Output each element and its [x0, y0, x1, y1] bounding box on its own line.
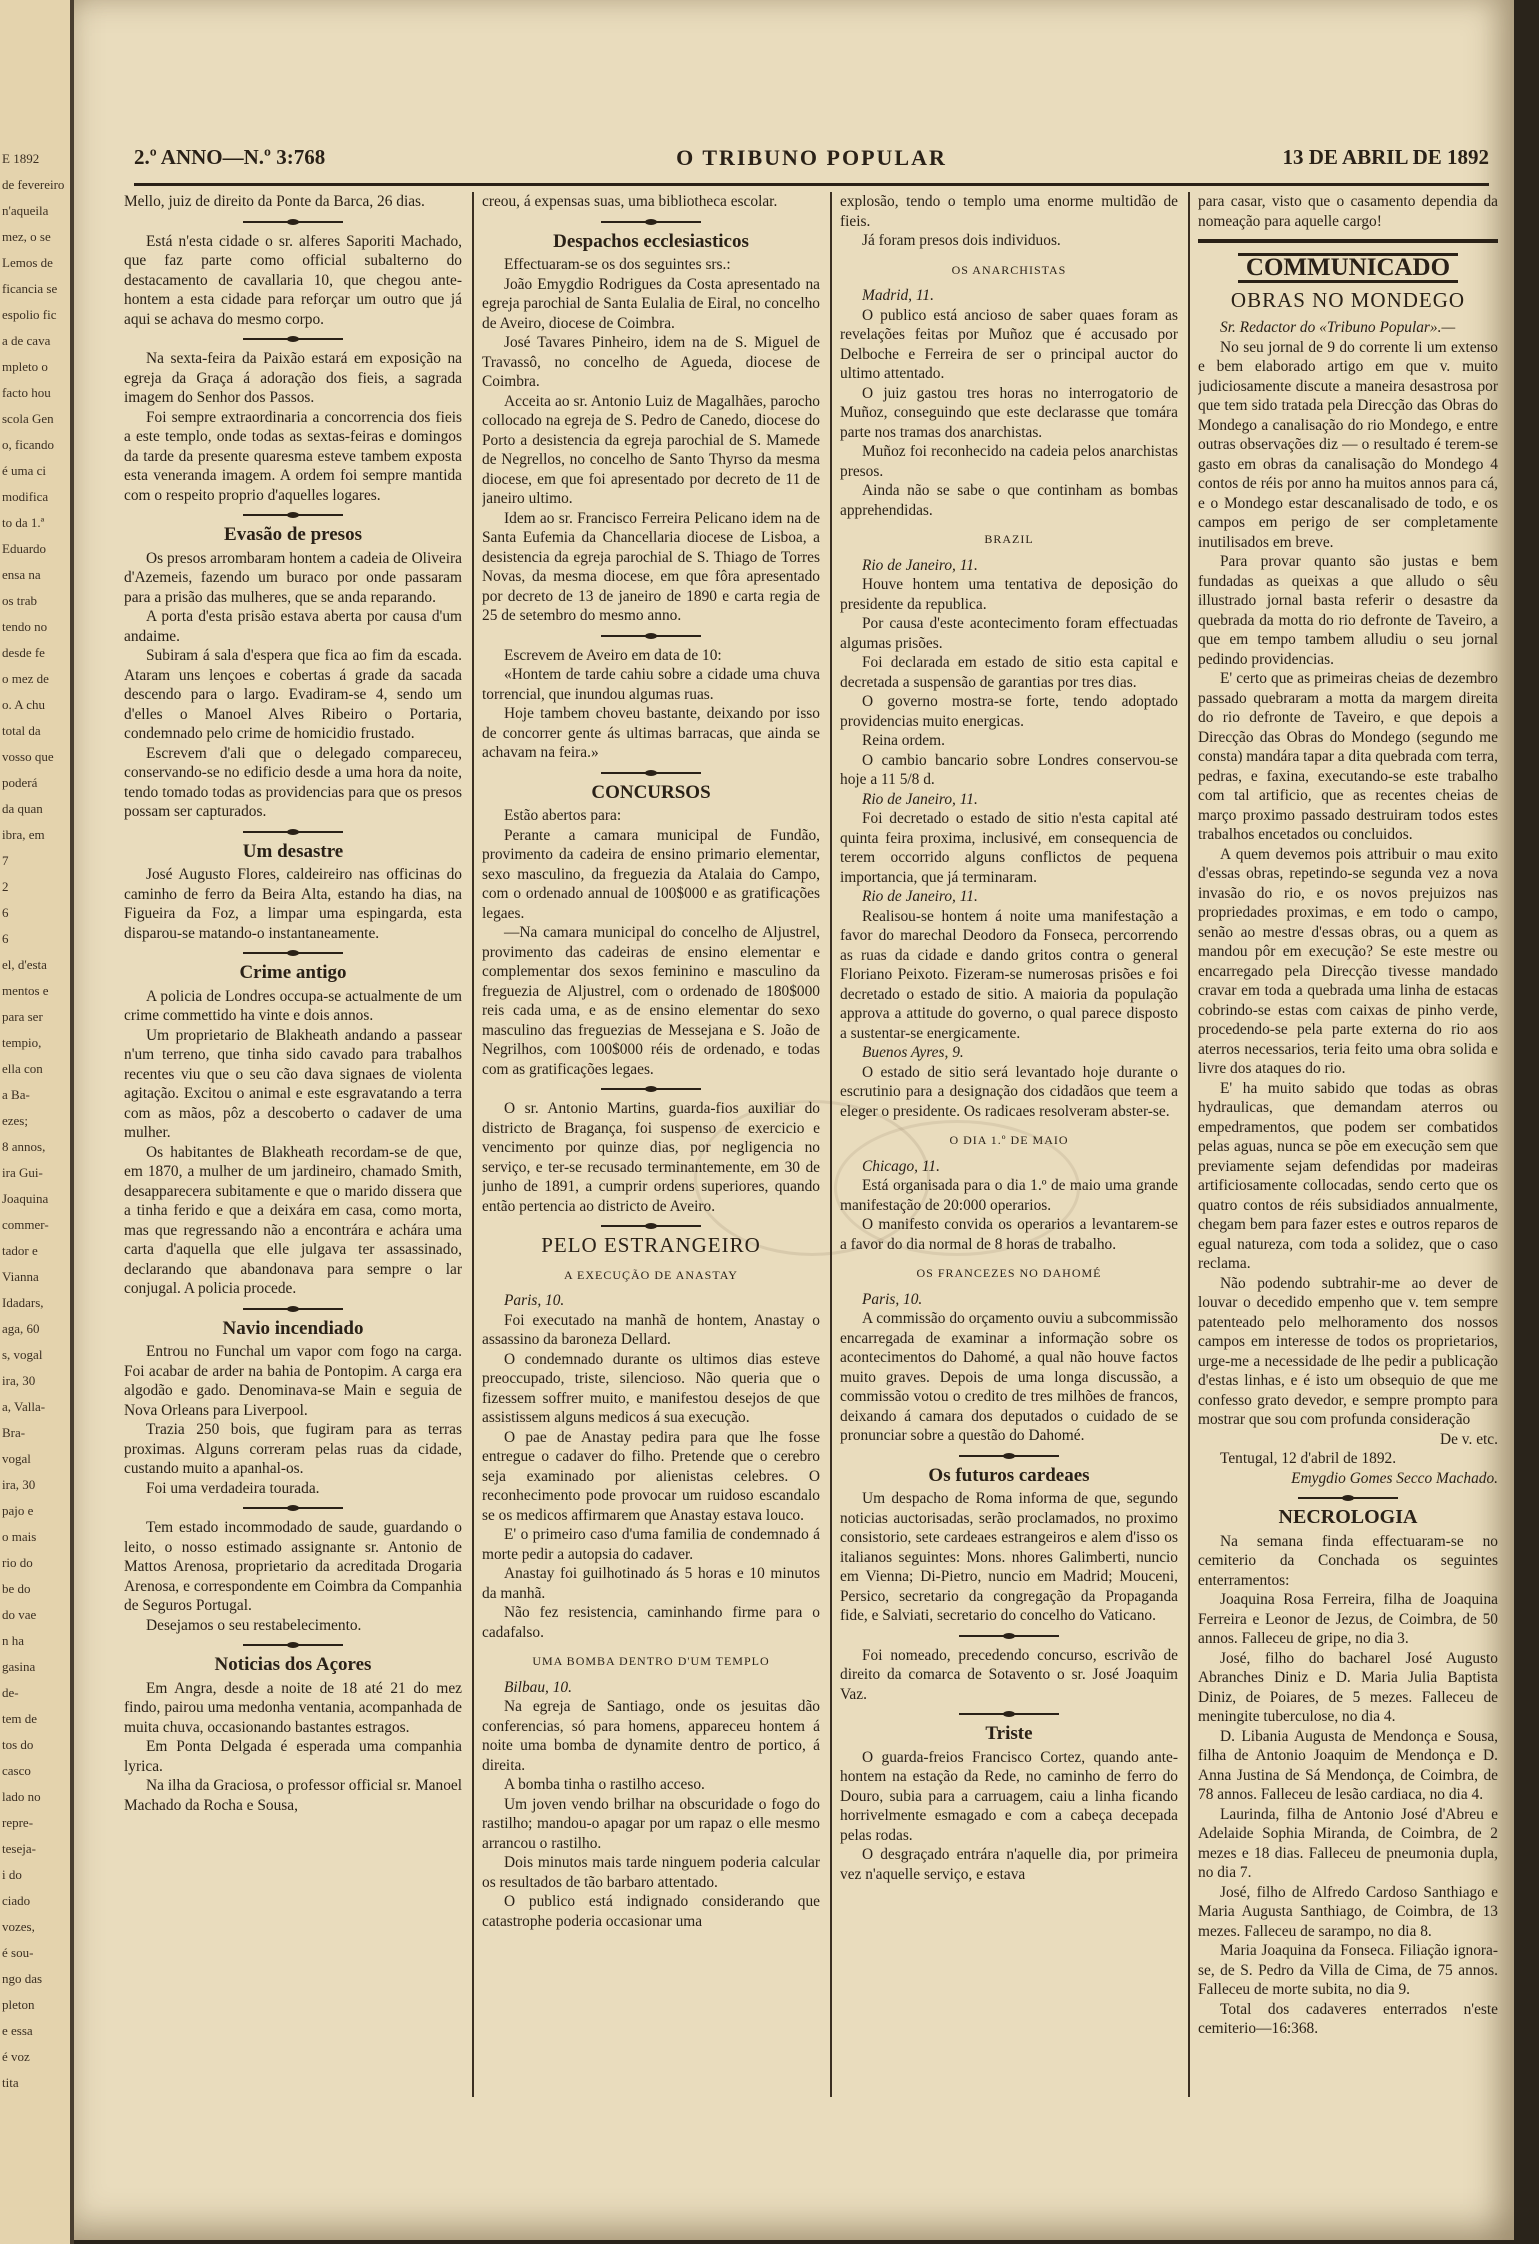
signature-name: Emygdio Gomes Secco Machado. [1291, 1469, 1498, 1487]
article-text: —Na camara municipal do concelho de Aljustrel, provimento das cadeiras de ensino elementar e complementar dos sexos feminino e masculino da freguezia de Aljustrel, com o ordenado de 180$000 reis cada uma, e as de ensino elementar do sexo masculino das freguezias de Messejana e S. João de Negrilhos, com 100$000 réis de ordenado, e todas com as gratificações legaes. [482, 924, 820, 1078]
margin-fragment: mez, o se [2, 229, 51, 244]
margin-fragment: tendo no [2, 619, 48, 634]
margin-fragment: de- [2, 1685, 19, 1700]
column-rule [472, 192, 474, 2097]
headline: Os futuros cardeaes [928, 1464, 1090, 1486]
section-heading: PELO ESTRANGEIRO [541, 1233, 761, 1257]
article-text: Por causa d'este acontecimento foram effectuadas algumas prisões. [840, 615, 1178, 652]
masthead [134, 145, 1489, 181]
margin-fragment: o mez de [2, 671, 49, 686]
margin-fragment: repre- [2, 1815, 34, 1830]
headline: Triste [985, 1723, 1033, 1744]
subheading: OS ANARCHISTAS [951, 262, 1067, 277]
article-text: Hoje tambem choveu bastante, deixando por isso de concorrer gente ás ultimas barracas, que ainda se achavam na feira.» [482, 705, 820, 761]
article-text: O guarda-freios Francisco Cortez, quando ante-hontem na estação da Rede, no caminho de ferro do Douro, subia para a carruagem, caiu a linha ficando horrivelmente esmagado e com a cabeça decepada pelas rodas. [840, 1748, 1178, 1844]
margin-fragment: Bra- [2, 1425, 26, 1440]
margin-fragment: o, ficando [2, 437, 54, 452]
article-text: José Tavares Pinheiro, idem na de S. Miguel de Travassô, no concelho de Agueda, diocese de Coimbra. [482, 334, 820, 390]
headline: Um desastre [242, 840, 344, 862]
article-text: O manifesto convida os operarios a levantarem-se a favor do dia normal de 8 horas de trabalho. [840, 1216, 1178, 1253]
article-text: A quem devemos pois attribuir o mau exito d'essas obras, repetindo-se segunda vez a nova invasão do rio, e os novos prejuizos nas propriedades proximas, e em todo o campo, senão ao mestre d'essas obras, ou a quem as mandou pôr em execução? Se este mestre ou encarregado pela Direcção tivesse mandado cravar em toda a quebrada uma linha de estacas cobrindo-se estas com caixas de pinho verde, procedendo-se pela parte externa do rio aos aterros necessarios, teria feito uma obra solida e livre dos ataques do rio. [1198, 845, 1498, 1077]
article-text: explosão, tendo o templo uma enorme multidão de fieis. [840, 193, 1178, 230]
margin-fragment: 2 [2, 879, 9, 894]
dateline: Chicago, 11. [862, 1157, 940, 1175]
article-text: Escrevem d'ali que o delegado compareceu, conservando-se no edificio desde a uma hora da noite, tendo tomado todas as providencias para que os presos possam ser capturados. [124, 744, 462, 820]
subheading: UMA BOMBA DENTRO D'UM TEMPLO [532, 1654, 770, 1668]
separator [243, 338, 343, 340]
margin-fragment: ibra, em [2, 827, 45, 842]
margin-fragment: vozes, [2, 1919, 35, 1934]
margin-fragment: do vae [2, 1607, 37, 1622]
article-text: Desejamos o seu restabelecimento. [146, 1616, 362, 1634]
separator [601, 772, 701, 774]
margin-fragment: é sou- [2, 1945, 34, 1960]
margin-fragment: s, vogal [2, 1347, 43, 1362]
margin-fragment: Joaquina [2, 1191, 49, 1206]
margin-fragment: aga, 60 [2, 1321, 40, 1336]
article-text: creou, á expensas suas, uma bibliotheca escolar. [482, 193, 778, 210]
article-text: Ainda não se sabe o que continham as bombas apprehendidas. [840, 482, 1178, 519]
column-rule [830, 192, 832, 2097]
margin-fragment: o. A chu [2, 697, 45, 712]
subheading: OS FRANCEZES NO DAHOMÉ [916, 1266, 1102, 1280]
separator [1298, 1497, 1398, 1499]
communicado-banner [1198, 253, 1498, 283]
article-text: D. Libania Augusta de Mendonça e Sousa, filha de Antonio Joaquim de Mendonça e D. Anna Justina de Sá Mendonça, de Coimbra, de 78 annos. Falleceu de lesão cardiaca, no dia 4. [1198, 1727, 1498, 1803]
article-text: Não podendo subtrahir-me ao dever de louvar o decedido empenho que v. tem sempre patenteado pelo melhoramento dos nossos campos em interesse de todos os proprietarios, urge-me a necessidade de lhe pedir a publicação d'estas linhas, e é isto um obsequio de que me confesso grato devedor, e sempre prompto para mostrar que sou com profunda consideração [1198, 1274, 1498, 1428]
margin-fragment: Idadars, [2, 1295, 44, 1310]
article-text: Foi sempre extraordinaria a concorrencia dos fieis a este templo, onde todas as sextas-feiras e domingos da tarde da presente quaresma esteve tambem exposta esta veneranda imagem. A ordem foi sempre mantida com o respeito proprio d'aquelles logares. [124, 408, 462, 504]
article-text: Na ilha da Graciosa, o professor official sr. Manoel Machado da Rocha e Sousa, [124, 1777, 462, 1814]
margin-fragment: de fevereiro [2, 177, 65, 192]
margin-fragment: casco [2, 1763, 31, 1778]
headline: Crime antigo [239, 962, 347, 983]
article-text: Maria Joaquina da Fonseca. Filiação ignora-se, de S. Pedro da Villa de Cima, de 75 annos. Falleceu de morte subita, no dia 9. [1198, 1942, 1498, 1998]
subheading: BRAZIL [984, 532, 1034, 546]
article-text: Tem estado incommodado de saude, guardando o leito, o nosso estimado assignante sr. Antonio de Mattos Arenosa, proprietario da acreditada Drogaria Arenosa, e correspondente em Coimbra da Companhia de Seguros Portugal. [124, 1519, 462, 1614]
salutation: Sr. Redactor do «Tribuno Popular».— [1220, 319, 1456, 336]
article-text: Acceita ao sr. Antonio Luiz de Magalhães, parocho collocado na egreja de S. Pedro de Canedo, diocese do Porto a desistencia da egreja parochial de S. Mamede de Negrellos, no concelho de Santo Thyrso da mesma diocese, em que foi apresentado por decreto de 11 de janeiro ultimo. [482, 392, 820, 507]
margin-fragment: e essa [2, 2023, 33, 2038]
margin-fragment: espolio fic [2, 307, 57, 322]
margin-fragment: tos do [2, 1737, 34, 1752]
margin-fragment: a de cava [2, 333, 51, 348]
issue-date: 13 DE ABRIL DE 1892 [1282, 145, 1489, 169]
article-text: Foi nomeado, precedendo concurso, escrivão de direito da comarca de Sotavento o sr. José Joaquim Vaz. [840, 1646, 1178, 1703]
article-text: Anastay foi guilhotinado ás 5 horas e 10 minutos da manhã. [482, 1565, 820, 1602]
dateline: Buenos Ayres, 9. [862, 1044, 964, 1061]
article-text: O estado de sitio será levantado hoje durante o escrutinio para a designação dos cidadãos que teem a eleger o presidente. Os radicaes resolveram abster-se. [840, 1063, 1178, 1120]
article-text: Escrevem de Aveiro em data de 10: [504, 646, 722, 664]
article-text: Um proprietario de Blakheath andando a passear n'um terreno, que tinha sido cavado para trabalhos recentes viu que o seu cão dava signaes de violenta agitação. Excitou o animal e este esgravatando a terra com as mãos, pôz a descoberto o cadaver de uma mulher. [124, 1026, 462, 1141]
dateline: Rio de Janeiro, 11. [862, 790, 978, 808]
article-text: O condemnado durante os ultimos dias esteve preoccupado, triste, silencioso. Não queria que o fizessem soffrer muito, e manifestou desejos de que assistissem alguns medicos á sua execução. [482, 1350, 820, 1426]
margin-fragment: ciado [2, 1893, 31, 1908]
separator [243, 1507, 343, 1509]
separator [601, 635, 701, 637]
dateline: Madrid, 11. [862, 287, 934, 304]
margin-fragment: scola Gen [2, 411, 54, 426]
margin-fragment: gasina [2, 1659, 36, 1674]
margin-fragment: é uma ci [2, 463, 47, 478]
margin-fragment: poderá [2, 775, 38, 790]
article-text: O desgraçado entrára n'aquelle dia, por primeira vez n'aquelle serviço, e estava [840, 1846, 1178, 1883]
dateline: Paris, 10. [504, 1292, 565, 1309]
margin-fragment: ngo das [2, 1971, 43, 1986]
margin-fragment: da quan [2, 801, 43, 816]
margin-fragment: tem de [2, 1711, 38, 1726]
article-text: Na semana finda effectuaram-se no cemiterio da Conchada os seguintes enterramentos: [1198, 1532, 1498, 1589]
column-rule [1188, 192, 1190, 2097]
article-text: Foi executado na manhã de hontem, Anastay o assassino da baroneza Dellard. [482, 1311, 820, 1348]
margin-fragment: n'aqueila [2, 203, 49, 218]
article-text: Está n'esta cidade o sr. alferes Saporiti Machado, que faz parte como official subalterno do destacamento de cavallaria 10, que chegou ante-hontem a esta cidade para reforçar um outro que já aqui se achava do mesmo corpo. [124, 232, 462, 328]
separator [243, 952, 343, 954]
column-2 [482, 192, 820, 2097]
article-text: Na egreja de Santiago, onde os jesuitas dão conferencias, só para homens, appareceu hontem á noite uma bomba de dynamite dentro de portico, á direita. [482, 1698, 820, 1774]
margin-fragment: ficancia se [2, 281, 58, 296]
article-text: Já foram presos dois individuos. [862, 232, 1061, 249]
article-text: Não fez resistencia, caminhando firme para o cadafalso. [482, 1604, 820, 1641]
margin-fragment: lado no [2, 1789, 41, 1804]
column-4 [1198, 192, 1498, 2097]
margin-fragment: ira, 30 [2, 1373, 36, 1388]
article-text: João Emygdio Rodrigues da Costa apresentado na egreja parochial de Santa Eulalia de Eiral, no concelho de Aveiro, diocese de Coimbra. [482, 275, 820, 332]
margin-fragment: i do [2, 1867, 22, 1882]
margin-fragment: a Ba- [2, 1087, 30, 1102]
article-text: O juiz gastou tres horas no interrogatorio de Muñoz, conseguindo que este declarasse que tomára parte nos tramas dos anarchistas. [840, 384, 1178, 441]
margin-fragment: ella con [2, 1061, 43, 1076]
separator [959, 1635, 1059, 1637]
margin-fragment: ezes; [2, 1113, 28, 1128]
article-text: A policia de Londres occupa-se actualmente de um crime commettido ha vinte e dois annos. [124, 987, 462, 1024]
article-text: Joaquina Rosa Ferreira, filha de Joaquina Ferreira e Leonor de Jezus, de Coimbra, de 50 annos. Falleceu de gripe, no dia 3. [1198, 1591, 1498, 1647]
article-text: Estão abertos para: [504, 807, 622, 824]
article-text: Foi decretado o estado de sitio n'esta capital até quinta feira proxima, inclusivé, em consequencia de terem occorrido alguns conflictos de pequena importancia, que já terminaram. [840, 810, 1178, 886]
margin-fragment: 6 [2, 905, 9, 920]
article-text: Foi uma verdadeira tourada. [146, 1479, 320, 1497]
issue-number: 2.º ANNO—N.º 3:768 [134, 145, 326, 169]
article-text: Em Ponta Delgada é esperada uma companhia lyrica. [124, 1738, 462, 1775]
article-text: O cambio bancario sobre Londres conservou-se hoje a 11 5/8 d. [840, 751, 1178, 788]
article-text: A porta d'esta prisão estava aberta por causa d'um andaime. [124, 608, 462, 645]
margin-fragment: tempio, [2, 1035, 42, 1050]
article-text: Total dos cadaveres enterrados n'este cemiterio—16:368. [1198, 2000, 1498, 2037]
article-text: José, filho de Alfredo Cardoso Santhiago e Maria Augusta Santhiago, de Coimbra, de 13 mezes. Falleceu de sarampo, no dia 8. [1198, 1883, 1498, 1940]
margin-fragment: tador e [2, 1243, 38, 1258]
margin-fragment: Lemos de [2, 255, 53, 270]
header-rule [134, 183, 1489, 186]
margin-fragment: be do [2, 1581, 31, 1596]
section-heading: OBRAS NO MONDEGO [1230, 287, 1466, 312]
article-text: Para provar quanto são justas e bem fundadas as queixas a que alludo o sêu illustrado jornal basta referir o desastre da quebrada da motta do rio defronte de Taveiro, a que em tempo tambem alludiu o seu jornal pedindo providencias. [1198, 553, 1498, 668]
margin-fragment: modifica [2, 489, 49, 504]
margin-fragment: os trab [2, 593, 38, 608]
separator [243, 1644, 343, 1646]
margin-fragment: Eduardo [2, 541, 47, 556]
article-text: Realisou-se hontem á noite uma manifestação a favor do marechal Deodoro da Fonseca, percorrendo as ruas da cidade e dando gritos contra o general Floriano Peixoto. Fizeram-se numerosas prisões e foi decretado o estado de sitio. A maioria da população approva a attitude do governo, o qual parece disposto a sustentar-se energicamente. [840, 907, 1178, 1042]
headline: Noticias dos Açores [214, 1654, 372, 1675]
article-text: O publico está ancioso de saber quaes foram as revelações feitas por Muñoz que é accusado por Delboche e Ferreira de ser o principal auctor do ultimo attentado. [840, 306, 1178, 382]
article-text: Houve hontem uma tentativa de deposição do presidente da republica. [840, 576, 1178, 613]
article-text: Laurinda, filha de Antonio José d'Abreu e Adelaide Sophia Miranda, de Coimbra, de 2 mezes e 18 dias. Falleceu de pneumonia dupla, no dia 7. [1198, 1805, 1498, 1881]
margin-fragment: Vianna [2, 1269, 39, 1284]
subheading: A EXECUÇÃO DE ANASTAY [564, 1267, 738, 1282]
column-3 [840, 192, 1178, 2097]
article-text: Dois minutos mais tarde ninguem poderia calcular os resultados de tão barbaro attentado. [482, 1854, 820, 1891]
headline: Despachos ecclesiasticos [553, 230, 749, 252]
margin-fragment: 6 [2, 931, 9, 946]
margin-fragment: 7 [2, 853, 9, 868]
headline: Evasão de presos [224, 524, 362, 545]
margin-fragment: rio do [2, 1555, 33, 1570]
article-text: E' certo que as primeiras cheias de dezembro passado quebraram a motta da margem direita do rio defronte de Taveiro, e que depois a Direcção das Obras do Mondego (segundo me consta) mandára tapar a dita quebrada com terra, pedras, e faxina, executando-se este trabalho com tal artificio, que as recentes cheias de março proximo passado destruiram todos estes trabalhos encetados ou concluidos. [1198, 670, 1498, 843]
article-text: Os habitantes de Blakheath recordam-se de que, em 1870, a mulher de um jardineiro, chamado Smith, desapparecera subitamente e que o marido dissera que a tinha ferido e que a deixára em casa, como morta, mas que regressando não a encontrára e achára uma carta d'aquella que elle julgava ter assassinado, declarando que abandonava para sempre o lar conjugal. A policia procede. [124, 1143, 462, 1297]
margin-fragment: mpleto o [2, 359, 48, 374]
separator [243, 1308, 343, 1310]
margin-fragment: pleton [2, 1997, 35, 2012]
dateline: Rio de Janeiro, 11. [862, 888, 978, 905]
article-text: O publico está indignado considerando que catastrophe poderia occasionar uma [482, 1893, 820, 1930]
article-text: Reina ordem. [862, 732, 945, 749]
headline: Navio incendiado [222, 1317, 364, 1339]
separator [243, 221, 343, 223]
separator [959, 1713, 1059, 1715]
article-text: No seu jornal de 9 do corrente li um extenso e bem elaborado artigo em que v. muito judiciosamente discute a maneira desastrosa por que tem sido tratada pela Direcção das Obras do Mondego a canalisação do rio Mondego, e entre outras observações diz — o resultado é terem-se gasto em obras da canalisação do Mondego 4 contos de réis por anno ha muitos annos para cá, e o Mondego estar descanalisado de todo, e os campos em perigo de ser completamente inutilisados em breve. [1198, 338, 1498, 551]
dateline: Rio de Janeiro, 11. [862, 556, 978, 574]
margin-fragment: o mais [2, 1529, 37, 1544]
article-text: Um joven vendo brilhar na obscuridade o fogo do rastilho; mandou-o apagar por um rapaz o elle mesmo arrancou o rastilho. [482, 1795, 820, 1852]
article-text: Um despacho de Roma informa de que, segundo noticias auctorisadas, serão proclamados, no proximo consistorio, sete cardeaes estrangeiros e alem d'isso os italianos seguintes: Mons. nhores Galimberti, nuncio em Vienna; Di-Pietro, nuncio em Madrid; Mouceni, Persico, secretario da congregação da Propaganda fide, e Salviati, secretario do concelho do Vaticano. [840, 1490, 1178, 1624]
dateline: Bilbau, 10. [504, 1678, 572, 1696]
signature-line: De v. etc. [1440, 1430, 1498, 1448]
article-text: Trazia 250 bois, que fugiram para as terras proximas. Alguns correram pelas ruas da cidade, custando muito a apanhal-os. [124, 1421, 462, 1477]
article-text: Mello, juiz de direito da Ponte da Barca, 26 dias. [124, 193, 425, 210]
subheading: O DIA 1.º DE MAIO [949, 1133, 1069, 1147]
separator [959, 1455, 1059, 1457]
newspaper-page [74, 0, 1514, 2240]
margin-fragment: facto hou [2, 385, 51, 400]
article-text: Entrou no Funchal um vapor com fogo na carga. Foi acabar de arder na bahia de Pontopim. A carga era algodão e gado. Denominava-se Main e seguia de Nova Orleans para Liverpool. [124, 1343, 462, 1419]
communicado-heading: COMMUNICADO [1238, 253, 1458, 283]
margin-fragment: total da [2, 723, 41, 738]
margin-fragment: teseja- [2, 1841, 36, 1856]
article-text: Perante a camara municipal de Fundão, provimento da cadeira de ensino primario elementar, sexo masculino, da freguezia da Atalaia do Campo, com o ordenado annual de 100$000 e as gratificações legaes. [482, 826, 820, 922]
article-text: José Augusto Flores, caldeireiro nas officinas do caminho de ferro da Beira Alta, estando ha dias, na Figueira da Foz, a limpar uma espingarda, esta disparou-se matando-o instantaneamente. [124, 866, 462, 942]
margin-fragment: el, d'esta [2, 957, 47, 972]
margin-fragment: 8 annos, [2, 1139, 46, 1154]
margin-fragment: ira, 30 [2, 1477, 36, 1492]
previous-page-edge [0, 0, 74, 2244]
newspaper-title: O TRIBUNO POPULAR [676, 145, 947, 170]
article-text: Em Angra, desde a noite de 18 até 21 do mez findo, pairou uma medonha ventania, acompanhada de muita chuva, occasionando bastantes estragos. [124, 1679, 462, 1736]
article-text: Subiram á sala d'espera que fica ao fim da escada. Ataram uns lençoes e cobertas á grade da sacada descendo para o largo. Evadiram-se 4, sendo um d'elles o Manoel Alves Ribeiro o Portaria, condemnado pelo crime de homicidio frustado. [124, 647, 462, 742]
margin-fragment: to da 1.ª [2, 515, 45, 530]
separator [601, 1088, 701, 1090]
separator [243, 514, 343, 516]
separator [601, 1225, 701, 1227]
article-text: Os presos arrombaram hontem a cadeia de Oliveira d'Azemeis, fazendo um buraco por onde passaram para a prisão das mulheres, que se anda reparando. [124, 549, 462, 606]
article-text: A bomba tinha o rastilho acceso. [504, 1776, 705, 1793]
article-text: José, filho do bacharel José Augusto Abranches Diniz e D. Maria Julia Baptista Diniz, de Poiares, de 5 mezes. Falleceu de meningite tuberculose, no dia 4. [1198, 1649, 1498, 1725]
margin-fragment: vogal [2, 1451, 31, 1466]
article-text: O governo mostra-se forte, tendo adoptado providencias muito energicas. [840, 693, 1178, 730]
article-text: Effectuaram-se os dos seguintes srs.: [504, 256, 731, 273]
separator [601, 221, 701, 223]
headline: CONCURSOS [591, 781, 711, 803]
margin-fragment: ensa na [2, 567, 41, 582]
article-text: para casar, visto que o casamento dependia da nomeação para aquelle cargo! [1198, 193, 1498, 230]
margin-fragment: para ser [2, 1009, 43, 1024]
margin-fragment: pajo e [2, 1503, 34, 1518]
thick-rule [1198, 239, 1498, 243]
article-text: Idem ao sr. Francisco Ferreira Pelicano idem na de Santa Eufemia da Chancellaria diocese de Lisboa, a desistencia da egreja parochial de S. Thiago de Torres Novas, da mesma diocese, em que fôra apresentado por decreto de 13 de janeiro de 1890 e carta regia de 25 de setembro do mesmo anno. [482, 509, 820, 624]
separator [243, 831, 343, 833]
article-text: E' ha muito sabido que todas as obras hydraulicas, que demandam aterros ou empedramentos, que podem ser combatidos pelas aguas, nunca se põe em execução sem que previamente sejam defendidas por madeiras artificiosamente collocadas, sendo certo que os quatro contos de réis subsidiados annualmente, chegam bem para fazer estes e outros reparos de egual natureza, com toda a solidez, que o caso reclama. [1198, 1079, 1498, 1272]
margin-fragment: vosso que [2, 749, 54, 764]
margin-fragment: E 1892 [2, 151, 40, 166]
margin-fragment: ira Gui- [2, 1165, 43, 1180]
margin-fragment: n ha [2, 1633, 25, 1648]
article-text: O sr. Antonio Martins, guarda-fios auxiliar do districto de Bragança, foi suspenso de exercicio e vencimento por quinze dias, por negligencia no serviço, e ter-se recusado terminantemente, em 30 de junho de 1891, a cumprir ordens superiores, quando então pertencia ao districto de Aveiro. [482, 1100, 820, 1215]
margin-fragment: é voz [2, 2049, 30, 2064]
article-text: Foi declarada em estado de sitio esta capital e decretada a suspensão de garantias por tres dias. [840, 654, 1178, 691]
article-text: O pae de Anastay pedira para que lhe fosse entregue o cadaver do filho. Pretende que o cerebro seja examinado por alienistas celebres. O reconhecimento pode provocar um ruidoso escandalo se os medicos affirmarem que Anastay estava louco. [482, 1428, 820, 1524]
headline: NECROLOGIA [1278, 1506, 1418, 1528]
place-date: Tentugal, 12 d'abril de 1892. [1220, 1450, 1397, 1467]
margin-fragment: commer- [2, 1217, 49, 1232]
article-text: «Hontem de tarde cahiu sobre a cidade uma chuva torrencial, que inundou algumas ruas. [482, 666, 820, 703]
article-text: A commissão do orçamento ouviu a subcommissão encarregada de examinar a informação sobre os acontecimentos do Dahomé, a qual não houve factos muito graves. Depois de uma longa discussão, a commissão votou o credito de tres milhões de francos, deixando á camara dos deputados o cuidado de se pronunciar sobre a questão do Dahomé. [840, 1310, 1178, 1444]
dateline: Paris, 10. [862, 1290, 923, 1308]
article-text: Na sexta-feira da Paixão estará em exposição na egreja da Graça á adoração dos fieis, a sagrada imagem do Senhor dos Passos. [124, 350, 462, 406]
column-1 [124, 192, 462, 2097]
margin-fragment: desde fe [2, 645, 45, 660]
margin-fragment: mentos e [2, 983, 49, 998]
article-text: Está organisada para o dia 1.º de maio uma grande manifestação de 20:000 operarios. [840, 1177, 1178, 1214]
article-text: Muñoz foi reconhecido na cadeia pelos anarchistas presos. [840, 443, 1178, 480]
article-text: E' o primeiro caso d'uma familia de condemnado á morte pedir a autopsia do cadaver. [482, 1526, 820, 1563]
margin-fragment: a, Valla- [2, 1399, 46, 1414]
margin-fragment: tita [2, 2075, 19, 2090]
